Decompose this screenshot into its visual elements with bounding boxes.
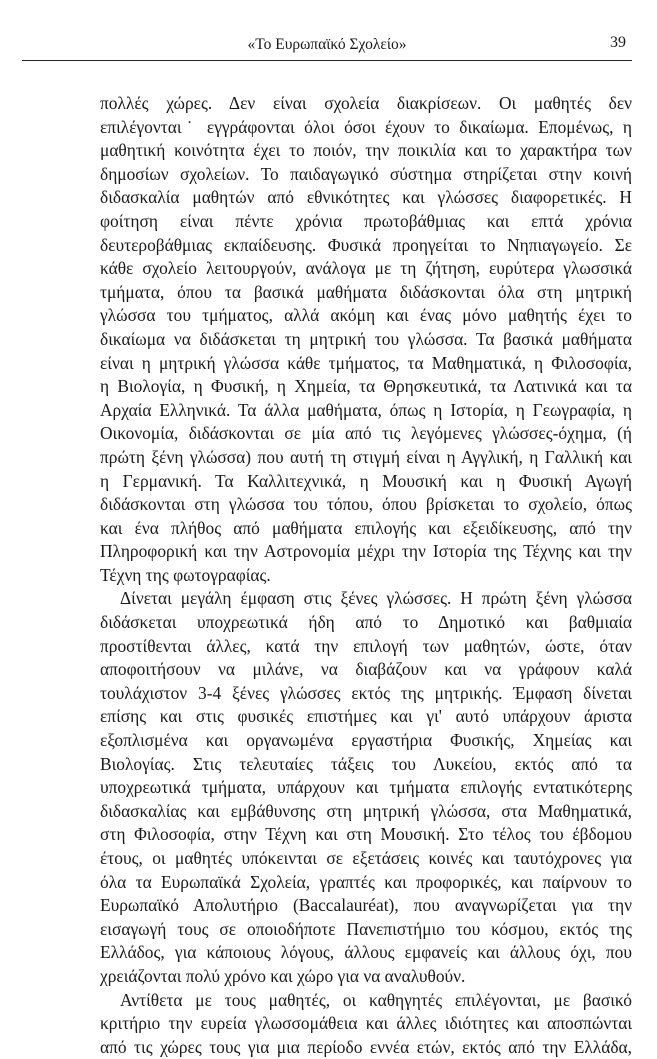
text-line: υποχρεωτικά τμήματα, υπάρχουν και τμήματα επιλογής εντατικότερης [100,777,632,798]
text-line: Πληροφορική και την Αστρονομία μέχρι την Ιστορία της Τέχνης και την [100,541,632,562]
text-line: η Βιολογία, η Φυσική, η Χημεία, τα Θρησκευτικά, τα Λατινικά και τα [100,376,632,397]
text-line: φοίτηση είναι πέντε χρόνια πρωτοβάθμιας και επτά χρόνια [100,210,632,231]
text-line: δημοσίων σχολείων. Το παιδαγωγικό σύστημα στηρίζεται στην κοινή [100,163,632,184]
text-line: τουλάχιστον 3-4 ξένες γλώσσες εκτός της μητρικής. Έμφαση δίνεται [100,682,632,703]
text-line: εισαγωγή τους σε οποιοδήποτε Πανεπιστήμιο του κόσμου, εκτός της [100,918,632,939]
text-line: στη Φιλοσοφία, στην Τέχνη και στη Μουσική. Στο τέλος του έβδομου [100,824,632,845]
text-line: είναι η μητρική γλώσσα κάθε τμήματος, τα Μαθηματικά, η Φιλοσοφία, [100,352,632,373]
text-line: διδασκαλία μαθητών από εθνικότητες και γλώσσες διαφορετικές. Η [100,187,632,208]
page-number: 39 [610,34,626,51]
text-line: επίσης και στις φυσικές επιστήμες και γι' αυτό υπάρχουν άριστα [100,706,632,727]
text-line: διδασκαλίας και εμβάθυνσης στη μητρική γλώσσα, στα Μαθηματικά, [100,800,632,821]
text-line: πολλές χώρες. Δεν είναι σχολεία διακρίσεων. Οι μαθητές δεν [100,93,632,113]
text-line: χρειάζονται πολύ χρόνο και χώρο για να αναλυθούν. [100,965,466,986]
text-line: Αρχαία Ελληνικά. Τα άλλα μαθήματα, όπως η Ιστορία, η Γεωγραφία, η [100,399,632,420]
text-line: Δίνεται μεγάλη έμφαση στις ξένες γλώσσες. Η πρώτη ξένη γλώσσα [120,588,632,609]
text-line: πρώτη ξένη γλώσσα) που αυτή τη στιγμή είναι η Αγγλική, η Γαλλική και [100,446,632,467]
paragraph [100,92,632,587]
text-line: κάθε σχολείο λειτουργούν, ανάλογα με τη ζήτηση, ευρύτερα γλωσσικά [100,258,632,279]
text-line: μαθητική κοινότητα έχει το ποιόν, την ποικιλία και το χαρακτήρα των [100,140,632,161]
text-line: και ένα πλήθος από μαθήματα επιλογής και εξειδίκευσης, από την [100,517,632,538]
text-line: τμήματα, όπου τα βασικά μαθήματα διδάσκονται όλα στη μητρική [100,281,632,302]
text-line: Τέχνη της φωτογραφίας. [100,564,271,585]
text-line: Βιολογίας. Στις τελευταίες τάξεις του Λυκείου, εκτός από τα [100,753,632,774]
text-line: αποφοιτήσουν να μιλάνε, να διαβάζουν και να γράφουν καλά [100,659,632,680]
text-line: δευτεροβάθμιας εκπαίδευσης. Φυσικά προηγείται το Νηπιαγωγείο. Σε [100,234,632,255]
text-line: από τις χώρες τους για μια περίοδο εννέα ετών, εκτός από την Ελλάδα, [100,1036,632,1057]
text-line: δικαίωμα να διδάσκεται τη μητρική του γλώσσα. Τα βασικά μαθήματα [100,328,632,349]
text-line: επιλέγονται˙ εγγράφονται όλοι όσοι έχουν το δικαίωμα. Επομένως, η [100,116,632,137]
text-line: όλα τα Ευρωπαϊκά Σχολεία, γραπτές και προφορικές, και παίρνουν το [100,871,632,892]
text-line: εξοπλισμένα και οργανωμένα εργαστήρια Φυσικής, Χημείας και [100,730,632,751]
text-line: Ελλάδος, για κάποιους λόγους, άλλους εμφανείς και άλλους όχι, που [100,942,632,963]
text-line: Ευρωπαϊκό Απολυτήριο (Baccalauréat), που αναγνωρίζεται για την [100,895,632,916]
text-line: κριτήριο την ευρεία γλωσσομάθεια και άλλες ιδιότητες και αποσπώνται [100,1013,632,1034]
text-line: διδάσκονται στη γλώσσα του τόπου, όπου βρίσκεται το σχολείο, όπως [100,494,632,515]
text-line: γλώσσα του τμήματος, αλλά ακόμη και ένας μόνο μαθητής έχει το [100,305,632,326]
paragraph [100,587,632,988]
running-title: «Το Ευρωπαϊκό Σχολείο» [247,36,407,53]
text-line: διδάσκεται υποχρεωτικά ήδη από το Δημοτικό και βαθμιαία [100,612,632,633]
text-line: η Γερμανική. Τα Καλλιτεχνικά, η Μουσική και η Φυσική Αγωγή [100,470,632,491]
text-line: Αντίθετα με τους μαθητές, οι καθηγητές επιλέγονται, με βασικό [120,989,632,1010]
text-line: Οικονομία, διδάσκονται σε μία από τις λεγόμενες γλώσσες-όχημα, (ή [100,423,632,444]
text-line: έτους, οι μαθητές υπόκεινται σε εξετάσεις κοινές και ταυτόχρονες για [100,848,632,868]
text-line: προστίθενται άλλες, κατά την επιλογή των μαθητών, ώστε, όταν [100,635,632,656]
body-text [100,92,632,1059]
page-header [22,34,632,61]
